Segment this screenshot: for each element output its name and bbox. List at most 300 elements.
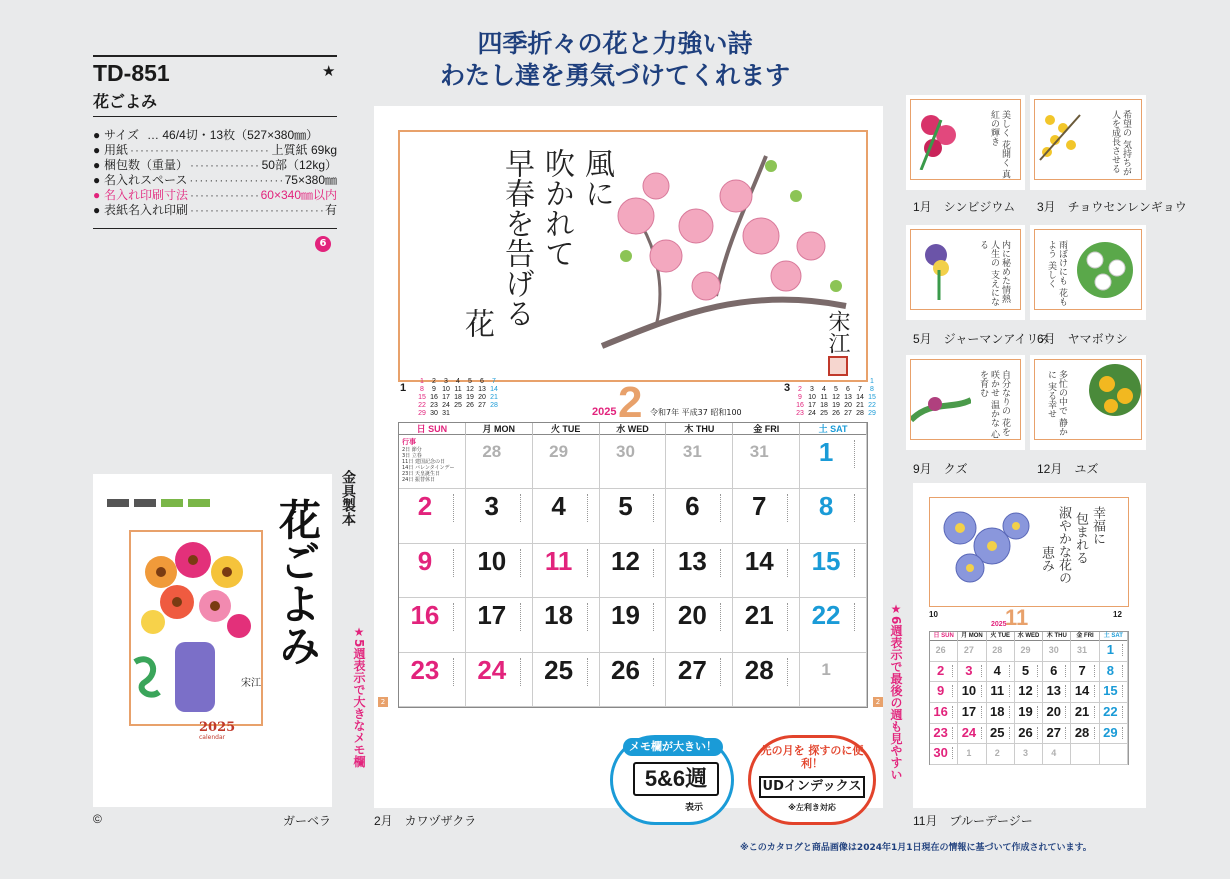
cover-copyright: ©: [93, 812, 102, 826]
cover-frame: [129, 530, 263, 726]
thumb-poem: 雨ぼけにも 花もよう 美しく: [1046, 240, 1067, 306]
day-number: 1: [821, 659, 831, 679]
day-number: 26: [935, 645, 946, 655]
day-cell: [1100, 703, 1128, 724]
six-week-note: ★6週表示で最後の週も見やすい: [889, 602, 903, 781]
poem-line-4: 花: [459, 308, 494, 338]
day-number: 6: [685, 491, 700, 522]
event-item: 14日 バレンタインデー: [402, 465, 455, 471]
headline-line-1: 四季折々の花と力強い詩: [477, 29, 753, 58]
rokuyo-note: [981, 665, 984, 677]
day-cell: [399, 653, 466, 707]
event-item: 3日 立春: [402, 453, 422, 459]
rokuyo-note: [854, 440, 860, 468]
event-item: 23日 天皇誕生日: [402, 471, 440, 477]
day-number: 3: [484, 491, 499, 522]
page-tag: 2: [378, 697, 388, 707]
day-number: 13: [677, 545, 707, 576]
rokuyo-note: [1065, 665, 1068, 677]
rokuyo-note: [854, 549, 860, 577]
rokuyo-note: [1094, 706, 1097, 718]
rokuyo-note: [520, 603, 526, 631]
main-artist: 宋江: [825, 310, 850, 354]
day-number: 27: [677, 654, 707, 685]
spec-row: ● サイズ … 46/4切・13枚（527×380㎜）: [93, 128, 319, 142]
rokuyo-note: [720, 658, 726, 686]
day-number: 22: [1103, 703, 1118, 719]
spec-key: 用紙: [104, 143, 129, 157]
day-number: 28: [744, 654, 774, 685]
day-number: 14: [744, 545, 774, 576]
logo-mark: [161, 499, 183, 507]
rokuyo-note: [787, 494, 793, 522]
day-number: 19: [611, 600, 640, 631]
thumb-poem: 希望の 気持ちが 人を成長させる: [1110, 110, 1131, 176]
thumb-september: [906, 355, 1025, 450]
day-number: 21: [744, 600, 774, 631]
forsythia-illustration: [1035, 100, 1095, 170]
day-number: 15: [1103, 683, 1118, 699]
day-cell: [958, 703, 986, 724]
day-cell: [1100, 744, 1128, 765]
november-prev-month: 10: [929, 610, 938, 619]
day-number: 17: [961, 703, 977, 719]
rokuyo-note: [1037, 665, 1040, 677]
rokuyo-note: [854, 603, 860, 631]
day-cell: [1015, 703, 1043, 724]
spec-list: [93, 128, 337, 218]
day-cell: [930, 682, 958, 703]
day-number: 11: [990, 683, 1005, 699]
rokuyo-note: [720, 494, 726, 522]
day-cell: [1071, 724, 1099, 745]
spec-key: サイズ: [104, 128, 140, 142]
day-cell: [666, 598, 733, 652]
day-number: 22: [811, 600, 841, 631]
day-cell: [930, 744, 958, 765]
weekday-label: 土 SAT: [800, 423, 867, 435]
memo-badge-bottom: 表示: [685, 803, 704, 813]
rokuyo-note: [1009, 685, 1012, 697]
day-cell: [1071, 744, 1099, 765]
day-cell: [733, 544, 800, 598]
day-number: 16: [933, 703, 948, 719]
day-cell: [987, 724, 1015, 745]
era-label: 令和7年 平成37 昭和100: [650, 408, 742, 417]
thumb-poem: 美しく 花開く 真紅の輝き: [989, 110, 1010, 179]
day-number: 1: [1106, 642, 1114, 657]
thumb-poem: 内に秘めた情熱 人生の 支えになる: [978, 240, 1010, 306]
day-number: 29: [1020, 645, 1031, 655]
november-weekday-header: [930, 632, 1128, 641]
rokuyo-note: [720, 603, 726, 631]
day-number: 13: [1046, 683, 1062, 699]
day-cell: [930, 703, 958, 724]
day-cell: [1100, 641, 1128, 662]
day-cell: [600, 489, 667, 543]
rokuyo-note: [952, 747, 955, 759]
day-number: 7: [1078, 662, 1086, 678]
day-cell: [930, 641, 958, 662]
day-cell: [987, 662, 1015, 683]
day-number: 26: [1018, 724, 1033, 740]
rokuyo-note: [1122, 665, 1125, 677]
rokuyo-note: [653, 603, 659, 631]
day-cell: [533, 435, 600, 489]
rokuyo-note: [952, 685, 955, 697]
day-number: 17: [477, 600, 507, 631]
november-week-rows: [930, 641, 1128, 765]
star-mark: ★: [322, 62, 336, 80]
rokuyo-note: [587, 549, 593, 577]
iris-illustration: [911, 230, 971, 300]
spec-key: 名入れ印刷寸法: [104, 188, 189, 202]
poem-line-1: 風に: [579, 148, 614, 208]
top-rule: [93, 55, 337, 57]
spec-value: 60×340㎜以内: [260, 188, 337, 202]
rokuyo-note: [787, 549, 793, 577]
rokuyo-note: [1122, 685, 1125, 697]
rokuyo-note: [1037, 727, 1040, 739]
day-cell: [666, 489, 733, 543]
five-week-note: ★5週表示で大きなメモ欄: [352, 625, 366, 768]
spec-row: ● 用紙 ····· 上質紙 69kg: [93, 143, 337, 158]
rokuyo-note: [981, 727, 984, 739]
rokuyo-note: [952, 727, 955, 739]
day-cell: [930, 724, 958, 745]
thumb-caption: 6月 ヤマボウシ: [1037, 332, 1128, 346]
day-cell: [399, 489, 466, 543]
rokuyo-note: [653, 549, 659, 577]
day-cell: [466, 653, 533, 707]
rokuyo-note: [981, 706, 984, 718]
day-number: 30: [1048, 645, 1059, 655]
day-number: 23: [933, 724, 948, 740]
poem: [456, 148, 616, 378]
day-number: 21: [1074, 703, 1090, 719]
day-number: 25: [989, 724, 1005, 740]
ud-badge-top: 先の月を 探すのに便利！: [760, 744, 864, 770]
day-cell: [987, 682, 1015, 703]
weekday-label: 日 SUN: [399, 423, 466, 435]
rokuyo-note: [1009, 727, 1012, 739]
day-cell: [1100, 724, 1128, 745]
day-number: 1: [818, 437, 834, 467]
thumb-december: [1030, 355, 1146, 450]
day-number: 27: [963, 645, 974, 655]
weekday-label: 月 MON: [466, 423, 533, 435]
logo-mark: [107, 499, 129, 507]
day-cell: [930, 662, 958, 683]
ud-index-badge: [748, 735, 876, 825]
day-cell: [666, 544, 733, 598]
thumb-june: [1030, 225, 1146, 320]
day-number: 27: [1046, 724, 1062, 740]
day-number: 25: [544, 654, 574, 685]
thumb-caption: 1月 シンビジウム: [913, 200, 1016, 214]
rokuyo-note: [520, 549, 526, 577]
day-cell: [600, 653, 667, 707]
day-cell: [733, 653, 800, 707]
rokuyo-note: [952, 706, 955, 718]
spec-rule: [93, 228, 337, 229]
cymbidium-illustration: [911, 100, 971, 170]
thumb-poem: 自分なりの 花を咲かせ 温かな 心を育む: [978, 370, 1010, 439]
day-number: 8: [1106, 662, 1114, 678]
day-number: 18: [544, 600, 574, 631]
rokuyo-note: [587, 494, 593, 522]
artist-seal: [828, 356, 848, 376]
day-cell: [800, 544, 867, 598]
day-number: 8: [818, 491, 834, 522]
poem-line-2: 吹かれて: [539, 148, 574, 268]
day-number: 28: [1074, 724, 1090, 740]
november-poem: [1038, 506, 1106, 602]
day-number: 3: [965, 662, 973, 678]
day-number: 28: [992, 645, 1003, 655]
day-cell: [800, 435, 867, 489]
rokuyo-note: [520, 658, 526, 686]
day-cell: [958, 724, 986, 745]
november-poem-line: 幸福に: [1090, 506, 1105, 545]
november-artwork: [929, 497, 1129, 607]
november-poem-line: 恵み: [1039, 546, 1054, 572]
event-item: 11日 建国記念の日: [402, 459, 445, 465]
thumb-poem: 多忙の中で 静かに 実る幸せ: [1046, 370, 1067, 436]
cover-title: 花ごよみ: [273, 498, 322, 666]
week-rows: [399, 435, 867, 707]
november-month: 11: [1005, 605, 1029, 630]
day-number: 12: [611, 545, 640, 576]
memo-badge-top: メモ欄が大きい！: [623, 738, 723, 756]
day-cell: [987, 744, 1015, 765]
headline: [0, 28, 1230, 92]
day-number: 9: [937, 683, 945, 699]
day-cell: [1015, 724, 1043, 745]
day-number: 2: [937, 662, 945, 678]
day-number: 24: [477, 654, 507, 685]
rokuyo-note: [952, 665, 955, 677]
day-cell: [1100, 682, 1128, 703]
day-cell: [466, 435, 533, 489]
november-calendar: [913, 483, 1146, 808]
day-cell: [800, 489, 867, 543]
mini-calendar-prev: 1 1 2 3 4 5 6 7 8 9 10 11 12 13 14 15 16 17 18 19 20 21 22 23 24 25 26 27 28 29 30 31: [400, 384, 500, 418]
main-calendar: [374, 106, 883, 808]
rokuyo-note: [1094, 727, 1097, 739]
day-cell: [1100, 662, 1128, 683]
spec-value: … 46/4切・13枚（527×380㎜）: [147, 128, 319, 142]
thumb-march: [1030, 95, 1146, 190]
day-cell: [1071, 662, 1099, 683]
gerbera-illustration: [131, 532, 261, 724]
rokuyo-note: [1065, 727, 1068, 739]
spec-row: ● 表紙名入れ印刷 ····· 有: [93, 203, 337, 218]
day-cell: [1043, 744, 1071, 765]
day-cell: [733, 598, 800, 652]
thumb-caption: 3月 チョウセンレンギョウ: [1037, 200, 1187, 214]
day-cell: [1071, 641, 1099, 662]
ud-badge-bottom: ※左利き対応: [788, 803, 836, 812]
day-number: 19: [1018, 703, 1033, 719]
day-cell: [533, 598, 600, 652]
page-badge: 6: [315, 236, 331, 252]
weekday-label: 金 FRI: [733, 423, 800, 435]
weekday-label: 水 WED: [600, 423, 667, 435]
rokuyo-note: [453, 549, 459, 577]
rokuyo-note: [981, 685, 984, 697]
thumb-caption: 12月 ユズ: [1037, 462, 1099, 476]
day-number: 2: [417, 491, 433, 522]
main-artwork: [398, 130, 868, 382]
day-number: 29: [1103, 724, 1118, 740]
spec-row: ● 名入れスペース ····· 75×380㎜: [93, 173, 337, 188]
day-number: 11: [544, 545, 573, 576]
day-cell: [533, 489, 600, 543]
day-number: 4: [551, 491, 566, 522]
weekday-label: 日 SUN: [930, 632, 958, 641]
cover-caption: ガーベラ: [283, 814, 332, 828]
november-date-grid: [929, 631, 1129, 765]
poem-line-3: 早春を告げる: [499, 148, 534, 328]
day-cell: [399, 435, 466, 489]
weekday-label: 木 THU: [1043, 632, 1071, 641]
logo-mark: [134, 499, 156, 507]
weekday-label: 金 FRI: [1071, 632, 1099, 641]
kudzu-illustration: [911, 360, 971, 440]
day-number: 6: [1050, 662, 1058, 678]
product-name: 花ごよみ: [93, 92, 158, 111]
cover-year: 2025: [199, 720, 236, 735]
cherry-blossom-illustration: [596, 136, 862, 380]
memo-badge-weeks: 5&6週: [633, 762, 719, 796]
day-number: 18: [989, 703, 1005, 719]
day-cell: [958, 662, 986, 683]
spec-row: ● 名入れ印刷寸法 ····· 60×340㎜以内: [93, 188, 337, 203]
rokuyo-note: [1037, 685, 1040, 697]
day-cell: [466, 598, 533, 652]
rokuyo-note: [520, 494, 526, 522]
weekday-label: 土 SAT: [1100, 632, 1128, 641]
spec-key: 名入れスペース: [104, 173, 188, 187]
day-number: 20: [677, 600, 707, 631]
day-cell: [987, 703, 1015, 724]
november-poem-line: 包まれる: [1073, 512, 1088, 564]
day-cell: [800, 653, 867, 707]
events-label: 行事: [402, 438, 416, 446]
day-number: 9: [417, 545, 433, 576]
day-cell: [1015, 682, 1043, 703]
rokuyo-note: [1122, 644, 1125, 656]
prev-month-number: 1: [400, 382, 407, 394]
spec-value: 75×380㎜: [284, 173, 337, 187]
rokuyo-note: [653, 494, 659, 522]
day-number: 23: [410, 654, 440, 685]
day-number: 30: [616, 442, 635, 461]
day-cell: [466, 489, 533, 543]
day-cell: [666, 653, 733, 707]
day-cell: [1015, 662, 1043, 683]
day-cell: [466, 544, 533, 598]
weekday-header: [399, 423, 867, 435]
memo-badge: [610, 735, 734, 825]
rokuyo-note: [854, 494, 860, 522]
day-cell: [1043, 724, 1071, 745]
day-number: 29: [549, 442, 569, 461]
ud-badge-title: UDインデックス: [759, 776, 865, 798]
headline-line-2: わたし達を勇気づけてくれます: [439, 61, 790, 90]
name-rule: [93, 116, 337, 117]
cover-artist: 宋江: [241, 678, 261, 689]
main-month: 2: [618, 378, 643, 427]
day-cell: [1015, 641, 1043, 662]
november-next-month: 12: [1113, 610, 1122, 619]
november-year: 2025: [991, 621, 1007, 628]
weekday-label: 火 TUE: [533, 423, 600, 435]
day-number: 20: [1046, 703, 1062, 719]
november-poem-line: 淑やかな花の: [1056, 506, 1071, 584]
rokuyo-note: [1009, 665, 1012, 677]
rokuyo-note: [1037, 706, 1040, 718]
rokuyo-note: [587, 603, 593, 631]
day-cell: [1043, 682, 1071, 703]
november-caption: 11月 ブルーデージー: [913, 814, 1033, 828]
weekday-label: 水 WED: [1015, 632, 1043, 641]
rokuyo-note: [453, 494, 459, 522]
weekday-label: 火 TUE: [987, 632, 1015, 641]
thumb-caption: 9月 クズ: [913, 462, 968, 476]
rokuyo-note: [1094, 685, 1097, 697]
day-number: 30: [933, 745, 948, 761]
day-number: 10: [961, 683, 977, 699]
mini-calendar-next: 3 1 2 3 4 5 6 7 8 9 10 11 12 13 14 15 16 17 18 19 20 21 22 23 24 25 26 27 28 29: [784, 384, 878, 418]
day-cell: [666, 435, 733, 489]
cover-image: [93, 474, 332, 807]
day-cell: [1043, 662, 1071, 683]
blue-daisy-illustration: [930, 498, 1040, 606]
day-cell: [1071, 703, 1099, 724]
day-number: 4: [993, 662, 1001, 678]
day-cell: [958, 744, 986, 765]
day-cell: [987, 641, 1015, 662]
event-item: 24日 振替休日: [402, 477, 435, 483]
rokuyo-note: [1122, 727, 1125, 739]
day-cell: [399, 544, 466, 598]
weekday-label: 月 MON: [958, 632, 986, 641]
day-number: 12: [1018, 683, 1033, 699]
event-item: 2日 節分: [402, 447, 422, 453]
day-number: 2: [994, 748, 1000, 759]
spec-value: 有: [324, 203, 337, 217]
day-cell: [533, 653, 600, 707]
day-cell: [1015, 744, 1043, 765]
day-cell: [600, 598, 667, 652]
day-number: 24: [961, 724, 977, 740]
thumb-caption: 5月 ジャーマンアイリス: [913, 332, 1051, 346]
day-cell: [1043, 641, 1071, 662]
rokuyo-note: [1009, 706, 1012, 718]
spec-value: 50部（12kg）: [261, 158, 337, 172]
day-cell: [958, 682, 986, 703]
main-caption: 2月 カワヅザクラ: [374, 814, 477, 828]
rokuyo-note: [1065, 706, 1068, 718]
weekday-label: 木 THU: [666, 423, 733, 435]
main-year: 2025: [592, 406, 617, 418]
day-cell: [533, 544, 600, 598]
day-number: 26: [611, 654, 640, 685]
spec-row: ● 梱包数（重量） ····· 50部（12kg）: [93, 158, 337, 173]
day-number: 31: [749, 442, 769, 461]
